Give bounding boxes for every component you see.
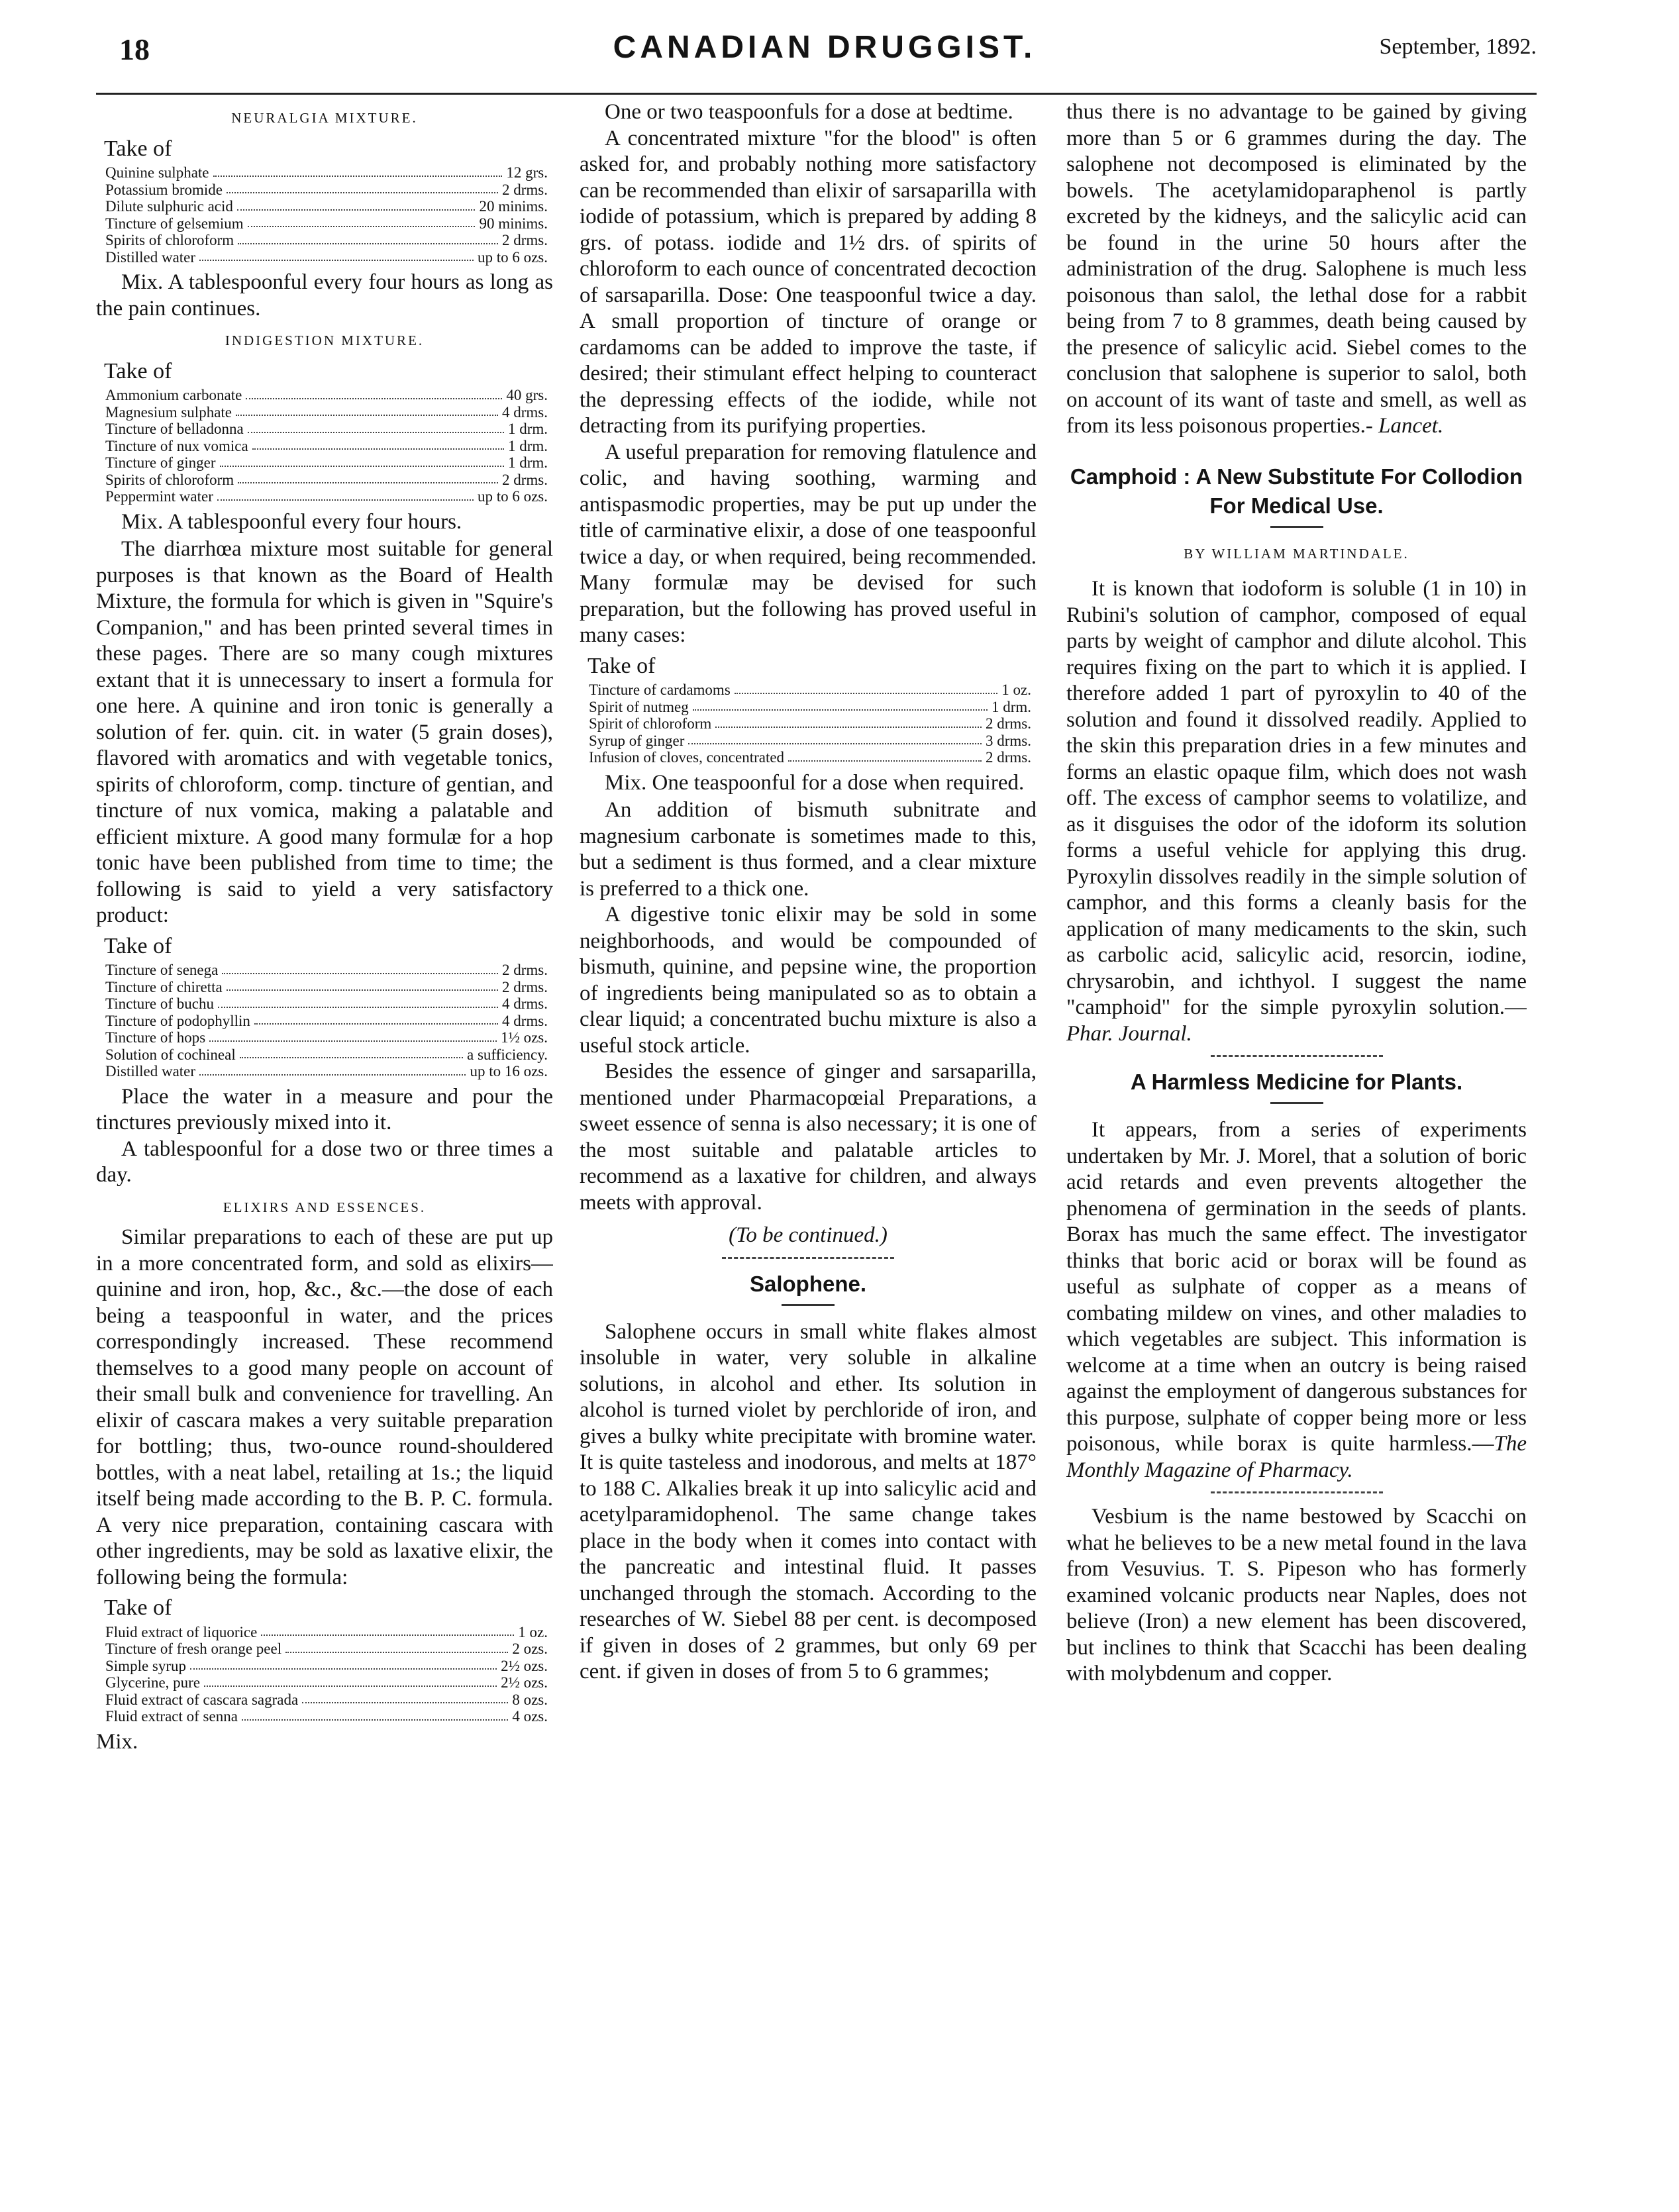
recipe-laxative-elixir xyxy=(105,1624,548,1725)
ingredient-quantity: up to 6 ozs. xyxy=(477,488,548,505)
dot-leader xyxy=(246,387,502,399)
dot-leader xyxy=(254,1013,498,1025)
ingredient-quantity: 1 drm. xyxy=(507,421,548,437)
ingredient-quantity: 3 drms. xyxy=(986,732,1031,749)
ingredient-quantity: 1½ ozs. xyxy=(501,1029,548,1046)
take-of-label: Take of xyxy=(104,136,172,161)
recipe-row xyxy=(105,404,548,421)
to-be-continued: (To be continued.) xyxy=(729,1223,888,1247)
dot-leader xyxy=(227,979,498,991)
ingredient-quantity: 4 drms. xyxy=(502,403,548,421)
recipe-row xyxy=(105,472,548,489)
paragraph-vesbium: Vesbium is the name bestowed by Scacchi on what he believes to be a new metal found in the lava from Vesuvius. T. S. Pipeson who has formerly examined volcanic products near Naples, does not believe (Iron) a new element has been discovered, but inclines to think that Scacchi has been dealing with molybdenum and copper. xyxy=(1066,1505,1527,1685)
recipe-row xyxy=(105,1708,548,1725)
indigestion-directions: Mix. A tablespoonful every four hours. xyxy=(121,509,462,534)
take-of-label: Take of xyxy=(104,1595,172,1620)
ingredient-name: Solution of cochineal xyxy=(105,1046,236,1063)
dot-leader xyxy=(285,1640,508,1653)
source-monthly-magazine: The Monthly Magazine of Pharmacy. xyxy=(1066,1432,1527,1482)
ingredient-quantity: up to 16 ozs. xyxy=(470,1063,548,1080)
recipe-row xyxy=(589,749,1031,766)
dot-leader xyxy=(688,732,982,745)
recipe-indigestion xyxy=(105,387,548,505)
ingredient-name: Quinine sulphate xyxy=(105,164,209,181)
recipe-row xyxy=(105,1013,548,1030)
ingredient-name: Infusion of cloves, concentrated xyxy=(589,749,785,766)
ingredient-quantity: 1 drm. xyxy=(507,454,548,471)
paragraph-salophene: Salophene occurs in small white flakes almost insoluble in water, very soluble in alkaline solutions, in alcohol and ether. Its solution in alcohol is turned violet by perchloride of iron, and gives a bulky white precipitate with bromine water. It is quite tasteless and inodorous, and melts at 187° to 188 C. Alkalies break it up into salicylic acid and acetylparamidophenol. The same change takes place in the body when it comes into contact with the pancreatic and intestinal fluid. It passes unchanged through the stomach. According to the researches of W. Siebel 88 per cent. is decomposed if given in doses of 2 grammes, but only 69 per cent. if given in doses of from 5 to 6 grammes; xyxy=(580,1319,1037,1684)
paragraph-besides: Besides the essence of ginger and sarsaparilla, mentioned under Pharmacopœial Preparations, a sweet essence of senna is also necessary; it is one of the most suitable and palatable articles to recommend as a laxative for children, and always meets with approval. xyxy=(580,1060,1037,1215)
dot-leader xyxy=(218,995,498,1008)
ingredient-name: Tincture of gelsemium xyxy=(105,215,244,232)
byline-martindale: BY WILLIAM MARTINDALE. xyxy=(1184,545,1409,562)
recipe-row xyxy=(105,488,548,505)
ingredient-quantity: 2½ ozs. xyxy=(501,1657,548,1674)
hop-instruction-1: Place the water in a measure and pour the tinctures previously mixed into it. xyxy=(96,1084,553,1134)
ingredient-quantity: 1 drm. xyxy=(507,437,548,454)
ingredient-name: Spirit of nutmeg xyxy=(589,698,689,715)
paragraph-harmless xyxy=(1066,1117,1527,1483)
page-number: 18 xyxy=(119,32,150,66)
ingredient-name: Fluid extract of senna xyxy=(105,1708,238,1725)
ingredient-name: Potassium bromide xyxy=(105,181,223,198)
paragraph-camphoid xyxy=(1066,576,1527,1047)
dot-leader xyxy=(248,421,504,433)
source-lancet: Lancet. xyxy=(1378,414,1444,438)
recipe-hop-tonic xyxy=(105,962,548,1080)
ingredient-quantity: 8 ozs. xyxy=(512,1691,548,1708)
heading-rule xyxy=(1270,526,1323,528)
ingredient-name: Dilute sulphuric acid xyxy=(105,198,233,215)
recipe-row xyxy=(105,421,548,438)
ingredient-name: Peppermint water xyxy=(105,488,213,505)
heading-harmless: A Harmless Medicine for Plants. xyxy=(1130,1070,1463,1094)
ingredient-quantity: 2 ozs. xyxy=(512,1640,548,1657)
dot-leader xyxy=(209,1029,497,1042)
dot-leader xyxy=(242,1708,508,1721)
recipe-row xyxy=(589,715,1031,732)
recipe-row xyxy=(105,1640,548,1658)
recipe-carminative xyxy=(589,681,1031,766)
ingredient-quantity: 40 grs. xyxy=(506,387,548,403)
recipe-row xyxy=(105,215,548,232)
ingredient-name: Spirits of chloroform xyxy=(105,471,234,488)
dot-leader xyxy=(238,232,498,244)
ingredient-quantity: 4 drms. xyxy=(502,995,548,1012)
ingredient-name: Simple syrup xyxy=(105,1657,187,1674)
ingredient-name: Distilled water xyxy=(105,248,196,266)
take-of-label: Take of xyxy=(587,653,656,678)
paragraph-dose: One or two teaspoonfuls for a dose at bedtime. xyxy=(605,100,1013,124)
ingredient-quantity: 2 drms. xyxy=(502,962,548,978)
salophene-continued-text: thus there is no advantage to be gained by giving more than 5 or 6 grammes during the day. The salophene not decomposed is eliminated by the bowels. The acetylamidoparaphenol is partly excreted by the kidneys, and the salicylic acid can be found in the urine 50 hours after the administration of the drug. Salophene is much less poisonous than salol, the lethal dose for a rabbit being from 7 to 8 grammes, death being caused by the presence of salicylic acid. Siebel comes to the conclusion that salophene is superior to salol, both on account of its want of taste and smell, as well as from its less poisonous properties. xyxy=(1066,100,1527,438)
recipe-row xyxy=(105,979,548,996)
paragraph-flatulence: A useful preparation for removing flatulence and colic, and having soothing, warming and antispasmodic properties, may be put up under the title of carminative elixir, a dose of one teaspoonful twice a day, or when required, being recommended. Many formulæ may be devised for such preparation, but the following has proved useful in many cases: xyxy=(580,440,1037,647)
ingredient-name: Syrup of ginger xyxy=(589,732,685,749)
dot-leader xyxy=(693,699,988,711)
paragraph-blood-mixture: A concentrated mixture "for the blood" is often asked for, and probably nothing more satisfactory can be recommended than elixir of sarsaparilla with iodide of potassium, which is prepared by adding 8 grs. of potass. iodide and 1½ drs. of spirits of chloroform to each ounce of concentrated decoction of sarsaparilla. Dose: One teaspoonful twice a day. A small proportion of tincture of orange or cardamoms can be added to improve the taste, if desired; their stimulant effect helping to counteract the depressing effects of the iodide, while not detracting from its purifying properties. xyxy=(580,126,1037,438)
ingredient-name: Spirits of chloroform xyxy=(105,232,234,248)
dot-leader xyxy=(302,1691,508,1704)
take-of-label: Take of xyxy=(104,933,172,958)
ingredient-quantity: 2 drms. xyxy=(502,978,548,995)
recipe-row xyxy=(105,454,548,472)
heading-salophene: Salophene. xyxy=(749,1271,867,1296)
ingredient-name: Tincture of podophyllin xyxy=(105,1012,250,1029)
ingredient-quantity: 12 grs. xyxy=(506,164,548,181)
ingredient-name: Tincture of nux vomica xyxy=(105,437,248,454)
page-header xyxy=(113,26,1537,73)
ingredient-name: Fluid extract of cascara sagrada xyxy=(105,1691,299,1708)
ingredient-name: Magnesium sulphate xyxy=(105,403,232,421)
ingredient-quantity: 90 minims. xyxy=(479,215,548,232)
carminative-directions: Mix. One teaspoonful for a dose when required. xyxy=(605,770,1025,795)
recipe-row xyxy=(105,1674,548,1691)
recipe-row xyxy=(105,1691,548,1709)
ingredient-quantity: 1 oz. xyxy=(1001,681,1031,698)
hop-instruction-2: A tablespoonful for a dose two or three times a day. xyxy=(96,1136,553,1187)
ingredient-quantity: a sufficiency. xyxy=(467,1046,548,1063)
ingredient-name: Tincture of cardamoms xyxy=(589,681,731,698)
heading-rule xyxy=(1270,1102,1323,1104)
recipe-row xyxy=(105,198,548,215)
separator xyxy=(1211,1055,1383,1057)
ingredient-quantity: 2 drms. xyxy=(502,181,548,198)
paragraph-elixirs: Similar preparations to each of these are put up in a more concentrated form, and sold as elixirs—quinine and iron, hop, &c., &c.—the dose of each being a teaspoonful in water, and the prices correspondingly increased. These recommend themselves to a good many people on account of their small bulk and convenience for travelling. An elixir of cascara makes a very suitable preparation for bottling; thus, two-ounce round-shouldered bottles, with a neat label, retailing at 1s.; the liquid itself being made according to the B. P. C. formula. A very nice preparation, containing cascara with other ingredients, may be sold as laxative elixir, the following being the formula: xyxy=(96,1225,553,1589)
recipe-row xyxy=(105,995,548,1013)
paragraph-salophene-continued: thus there is no advantage to be gained by giving more than 5 or 6 grammes during the day. The salophene not decomposed is eliminated by the bowels. The acetylamidoparaphenol is partly excreted by the kidneys, and the salicylic acid can be found in the urine 50 hours after the administration of the drug. Salophene is much less poisonous than salol, the lethal dose for a rabbit being from 7 to 8 grammes, death being caused by the presence of salicylic acid. Siebel comes to the conclusion that salophene is superior to salol, both on account of its want of taste and smell, as well as from its less poisonous properties.- Lancet. xyxy=(1066,100,1527,438)
ingredient-name: Tincture of chiretta xyxy=(105,978,223,995)
dot-leader xyxy=(227,181,498,194)
ingredient-name: Tincture of buchu xyxy=(105,995,214,1012)
dot-leader xyxy=(788,749,982,762)
dot-leader xyxy=(237,198,476,211)
dot-leader xyxy=(715,715,982,728)
dot-leader xyxy=(222,962,498,974)
recipe-row xyxy=(105,1029,548,1046)
column-1 xyxy=(96,99,553,1756)
ingredient-quantity: 4 drms. xyxy=(502,1012,548,1029)
dot-leader xyxy=(190,1658,497,1670)
ingredient-name: Tincture of fresh orange peel xyxy=(105,1640,282,1657)
recipe-row xyxy=(105,1063,548,1080)
dot-leader xyxy=(236,404,498,417)
ingredient-name: Tincture of senega xyxy=(105,962,219,978)
dot-leader xyxy=(248,215,476,228)
ingredient-name: Fluid extract of liquorice xyxy=(105,1623,258,1640)
recipe-row xyxy=(105,962,548,979)
ingredient-name: Spirit of chloroform xyxy=(589,715,712,732)
paragraph-diarrhoea: The diarrhœa mixture most suitable for general purposes is that known as the Board of Health Mixture, the formula for which is given in "Squire's Companion," and has been printed several times in these pages. There are so many cough mixtures extant that it is unnecessary to insert a formula for one here. A quinine and iron tonic is generally a solution of fer. quin. cit. in water (5 grain doses), flavored with aromatics and with vegetable tonics, spirits of chloroform, comp. tincture of gentian, and tincture of nux vomica, making a palatable and efficient mixture. A good many formulæ for a hop tonic have been published from time to time; the following is said to yield a very satisfactory product: xyxy=(96,537,553,927)
take-of-label: Take of xyxy=(104,358,172,383)
neuralgia-directions: Mix. A tablespoonful every four hours as long as the pain continues. xyxy=(96,270,553,321)
harmless-text: It appears, from a series of experiments undertaken by Mr. J. Morel, that a solution of boric acid retards and even prevents altogether the phenomena of germination in the seeds of plants. Borax has much the same effect. The investigator thinks that boric acid or borax will be found as useful as sulphate of copper as a means of combating mildew on vines, and other maladies to which vegetables are subject. This information is welcome at a time when an outcry is being raised against the employment of dangerous substances for this purpose, sulphate of copper being more or less poisonous, while borax is quite harmless.— xyxy=(1066,1118,1527,1456)
ingredient-name: Tincture of belladonna xyxy=(105,421,244,437)
ingredient-quantity: 2 drms. xyxy=(502,471,548,488)
ingredient-name: Distilled water xyxy=(105,1063,196,1080)
dot-leader xyxy=(252,438,504,450)
recipe-row xyxy=(105,1624,548,1641)
dot-leader xyxy=(199,1063,466,1076)
source-phar-journal: Phar. Journal. xyxy=(1066,1021,1192,1046)
recipe-neuralgia xyxy=(105,164,548,266)
recipe-row xyxy=(105,249,548,266)
section-title-neuralgia: NEURALGIA MIXTURE. xyxy=(231,110,418,126)
ingredient-quantity: up to 6 ozs. xyxy=(477,248,548,266)
ingredient-name: Tincture of hops xyxy=(105,1029,206,1046)
recipe-row xyxy=(105,164,548,181)
heading-rule xyxy=(782,1304,835,1306)
ingredient-quantity: 2 drms. xyxy=(986,749,1031,766)
dot-leader xyxy=(217,488,474,501)
dot-leader xyxy=(199,249,474,262)
ingredient-quantity: 20 minims. xyxy=(479,198,548,215)
ingredient-name: Glycerine, pure xyxy=(105,1674,201,1691)
ingredient-quantity: 4 ozs. xyxy=(512,1708,548,1725)
heading-camphoid: Camphoid : A New Substitute For Collodion For Medical Use. xyxy=(1070,464,1523,518)
journal-title: CANADIAN DRUGGIST. xyxy=(613,30,1037,65)
ingredient-quantity: 2 drms. xyxy=(502,232,548,248)
column-2 xyxy=(580,99,1037,1685)
recipe-row xyxy=(105,438,548,455)
ingredient-quantity: 1 drm. xyxy=(991,698,1031,715)
dot-leader xyxy=(220,454,504,467)
dot-leader xyxy=(213,164,503,177)
dot-leader xyxy=(261,1624,514,1636)
recipe-row xyxy=(105,387,548,404)
ingredient-quantity: 1 oz. xyxy=(518,1623,548,1640)
recipe-row xyxy=(589,699,1031,716)
recipe-row xyxy=(105,1658,548,1675)
ingredient-quantity: 2 drms. xyxy=(986,715,1031,732)
issue-date: September, 1892. xyxy=(1379,34,1537,59)
separator xyxy=(1211,1491,1383,1493)
recipe-row xyxy=(105,1046,548,1064)
paragraph-digestive: A digestive tonic elixir may be sold in some neighborhoods, and would be compounded of bismuth, quinine, and pepsine wine, the proportion of ingredients being manipulated so as to obtain a clear liquid; a concentrated buchu mixture is also a useful stock article. xyxy=(580,903,1037,1058)
dot-leader xyxy=(240,1046,463,1059)
cascara-mix: Mix. xyxy=(96,1729,138,1754)
recipe-row xyxy=(105,232,548,249)
header-rule xyxy=(96,93,1537,95)
camphoid-text: It is known that iodoform is soluble (1 in 10) in Rubini's solution of camphor, composed of equal parts by weight of camphor and dilute alcohol. This requires fixing on the part to which it is applied. I therefore added 1 part of pyroxylin to 40 of the solution and found it dissolved readily. Applied to the skin this preparation dries in a few minutes and forms an elastic opaque film, which does not wash off. The excess of camphor seems to volatilize, and as it disguises the odor of the idoform its solution forms a useful vehicle for applying this drug. Pyroxylin dissolves readily in the simple solution of camphor, and this forms a cleanly basis for the application of many medicaments to the skin, such as carbolic acid, salicylic acid, resorcin, iodine, chrysarobin, and ichthyol. I suggest the name "camphoid" for the simple pyroxylin solution.— xyxy=(1066,577,1527,1019)
column-3 xyxy=(1066,99,1527,1687)
recipe-row xyxy=(589,681,1031,699)
section-title-elixirs: ELIXIRS AND ESSENCES. xyxy=(223,1199,427,1215)
dot-leader xyxy=(238,472,498,484)
separator xyxy=(722,1257,894,1259)
ingredient-name: Ammonium carbonate xyxy=(105,387,242,403)
dot-leader xyxy=(735,681,998,694)
paragraph-bismuth: An addition of bismuth subnitrate and magnesium carbonate is sometimes made to this, but a sediment is thus formed, and a clear mixture is preferred to a thick one. xyxy=(580,798,1037,901)
ingredient-quantity: 2½ ozs. xyxy=(501,1674,548,1691)
recipe-row xyxy=(589,732,1031,750)
recipe-row xyxy=(105,181,548,199)
dot-leader xyxy=(204,1674,497,1687)
section-title-indigestion: INDIGESTION MIXTURE. xyxy=(225,332,425,348)
ingredient-name: Tincture of ginger xyxy=(105,454,216,471)
